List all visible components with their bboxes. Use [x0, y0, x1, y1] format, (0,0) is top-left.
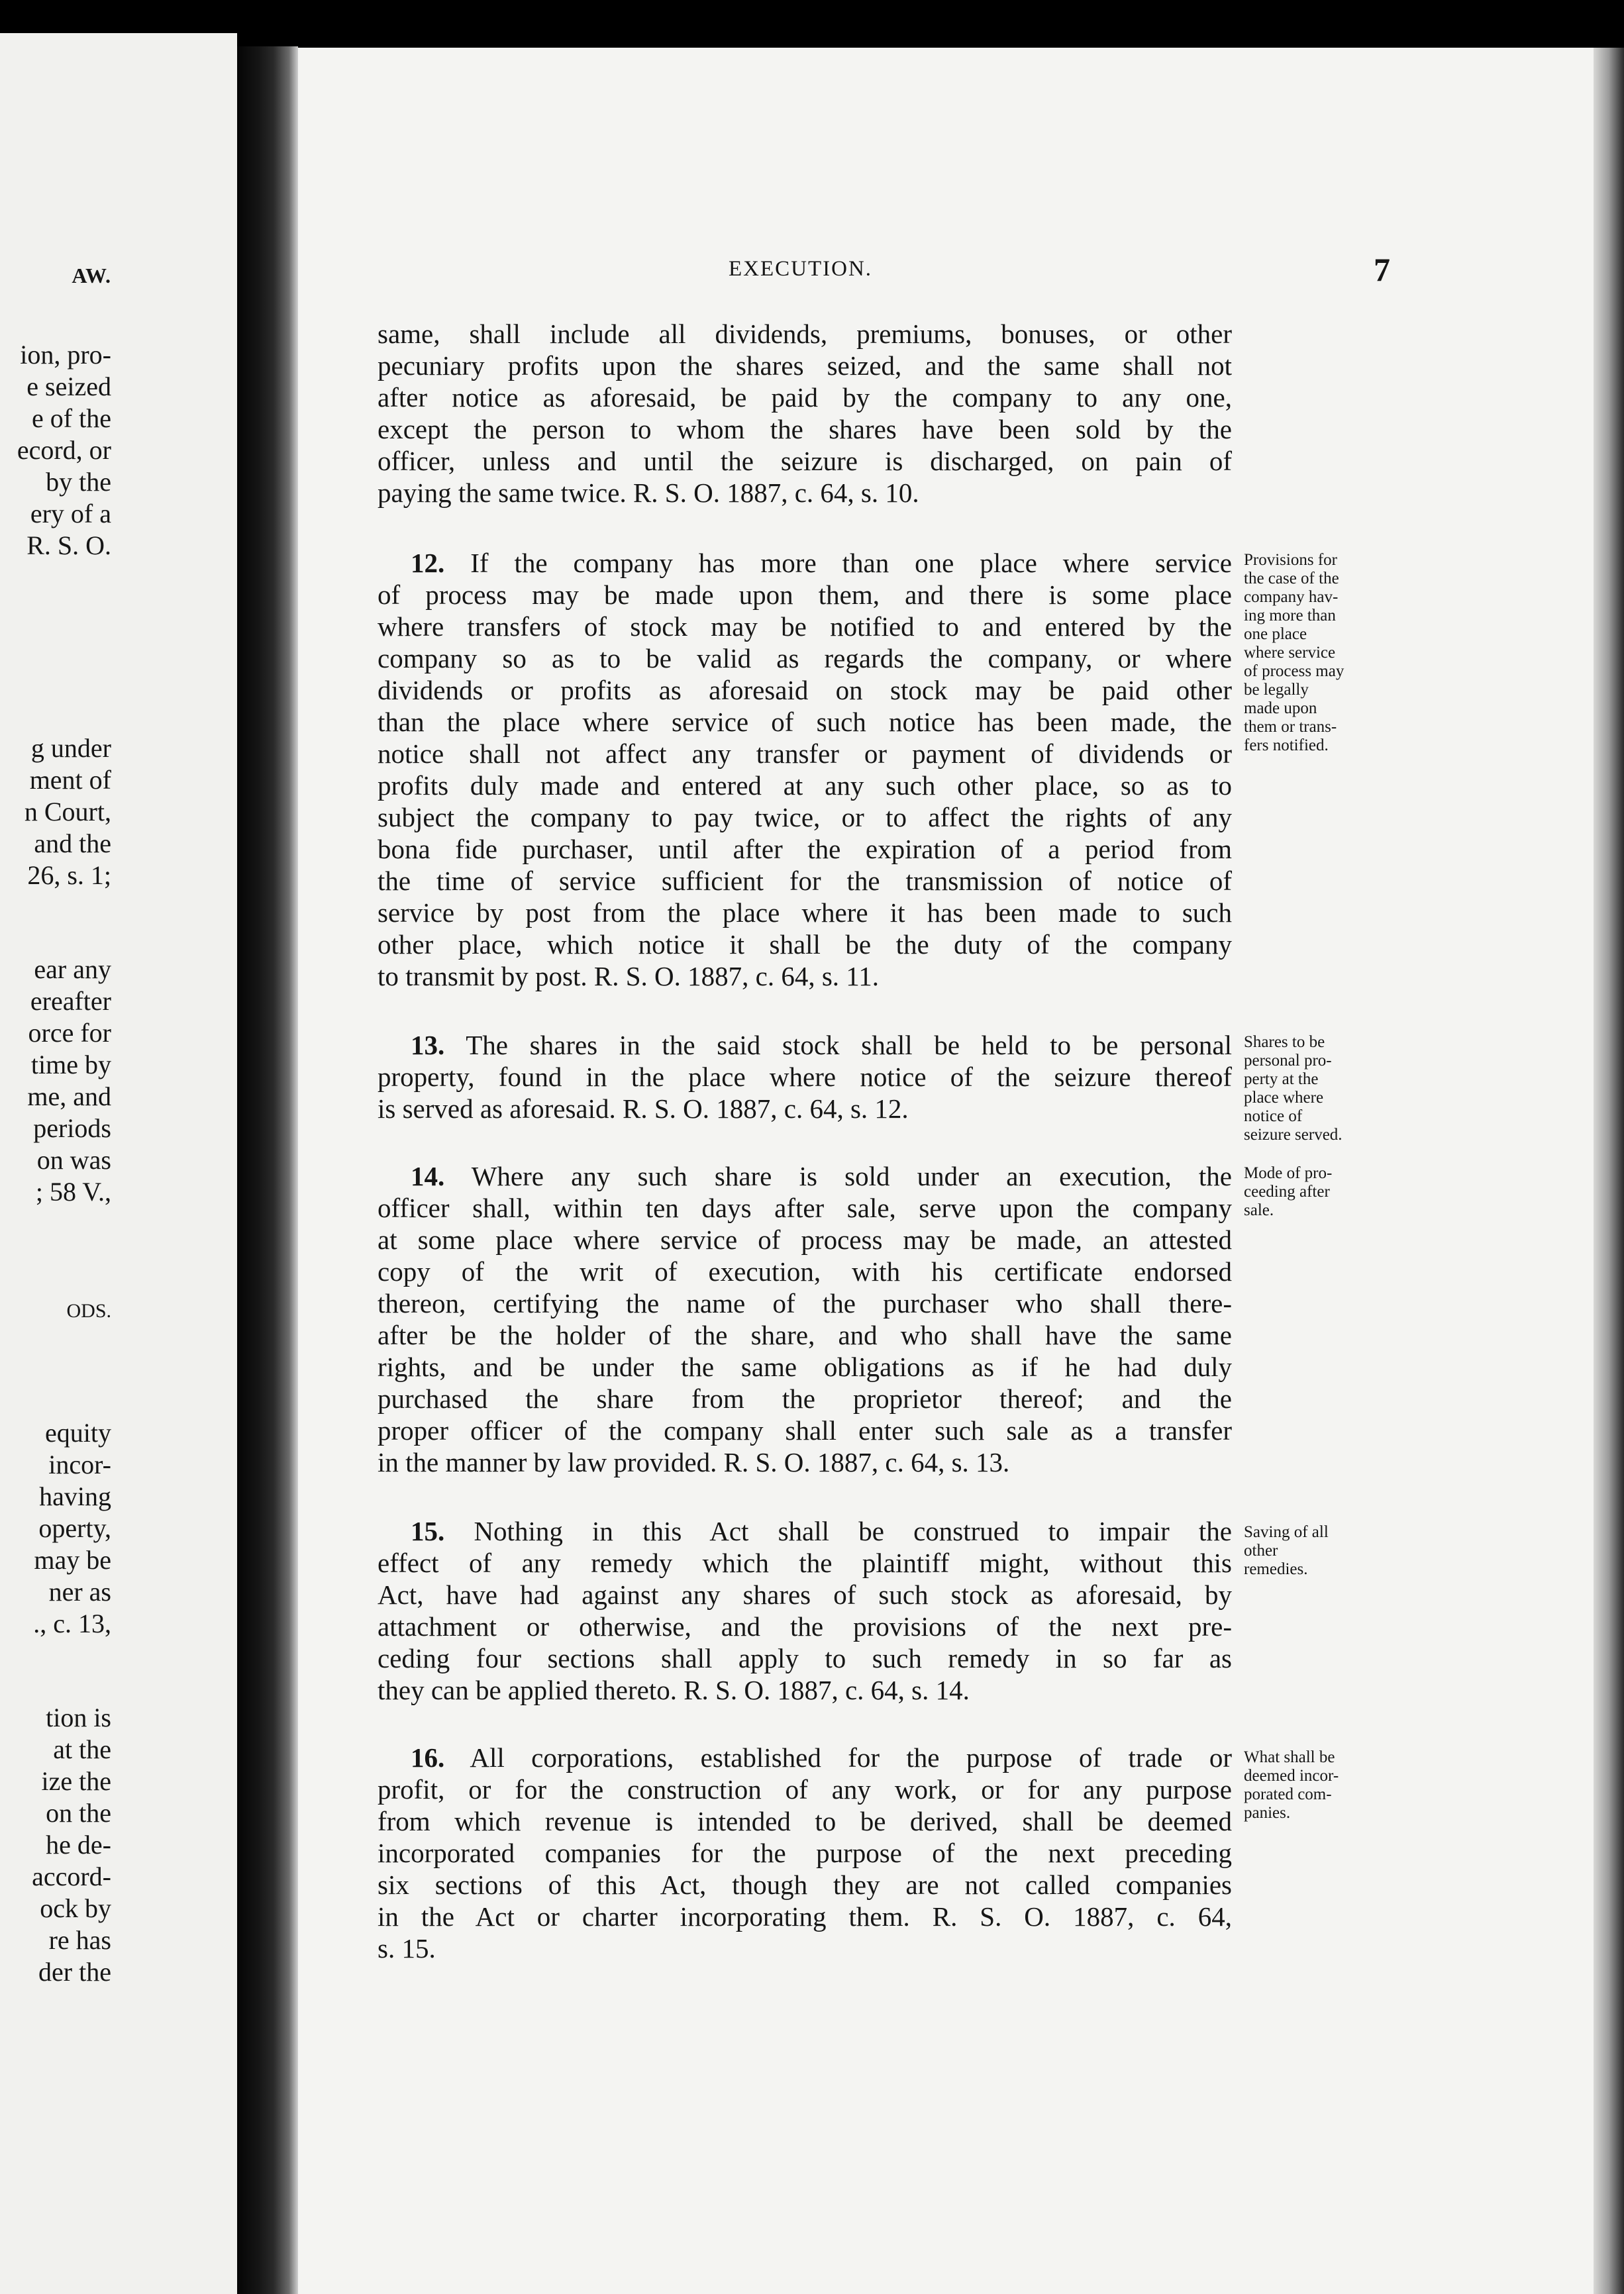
text-line [378, 1029, 1232, 1061]
left-line: equity [45, 1418, 111, 1448]
left-line: ., c. 13, [33, 1609, 111, 1638]
text-line: they can be applied thereto. R. S. O. 1887, c. 64, s. 14. [378, 1675, 970, 1705]
left-line: ; 58 V., [35, 1177, 111, 1207]
left-line: e of the [32, 403, 111, 433]
note-line: of process may [1244, 662, 1345, 680]
section-15 [378, 1515, 1232, 1706]
text-line: in the Act or charter incorporating them. R. S. O. 1887, c. 64, [378, 1901, 1232, 1932]
text-line: copy of the writ of execution, with his certificate endorsed [378, 1256, 1232, 1287]
left-line: ereafter [30, 986, 111, 1016]
text-line [378, 1742, 1232, 1773]
text-line: notice shall not affect any transfer or payment of dividends or [378, 738, 1232, 769]
left-line: periods [33, 1113, 111, 1143]
text-line: paying the same twice. R. S. O. 1887, c. 64, s. 10. [378, 477, 919, 508]
text-line: pecuniary profits upon the shares seized, and the same shall not [378, 350, 1232, 381]
text-line: effect of any remedy which the plaintiff might, without this [378, 1548, 1232, 1578]
left-line: ner as [48, 1577, 111, 1607]
left-line: g under [30, 733, 111, 763]
left-line: at the [53, 1734, 111, 1764]
text-line: other place, which notice it shall be the duty of the company [378, 929, 1232, 960]
section-number: 12. [411, 548, 445, 578]
note-line: seizure served. [1244, 1126, 1343, 1144]
left-line: by the [46, 467, 111, 497]
text-line: to transmit by post. R. S. O. 1887, c. 64, s. 11. [378, 961, 879, 991]
page-number: 7 [1374, 251, 1390, 288]
left-line: ion, pro- [20, 340, 111, 370]
text-line: of process may be made upon them, and there is some place [378, 579, 1232, 610]
text-line: same, shall include all dividends, premiums, bonuses, or other [378, 319, 1232, 349]
text-line: proper officer of the company shall enter such sale as a transfer [378, 1415, 1232, 1446]
note-line: ceeding after [1244, 1183, 1330, 1201]
left-line: ize the [41, 1766, 111, 1796]
note-line: perty at the [1244, 1070, 1319, 1088]
note-line: place where [1244, 1089, 1324, 1107]
section-14 [378, 1160, 1232, 1478]
section-text: Nothing in this Act shall be construed to impair the [474, 1516, 1233, 1546]
continuation-paragraph [378, 318, 1232, 509]
text-line [378, 547, 1232, 579]
note-line: one place [1244, 625, 1307, 643]
text-line: after be the holder of the share, and who shall have the same [378, 1320, 1232, 1350]
left-running-head: AW. [72, 264, 111, 287]
text-line: six sections of this Act, though they are not called companies [378, 1870, 1232, 1900]
note-line: ing more than [1244, 607, 1336, 624]
text-line: ceding four sections shall apply to such remedy in so far as [378, 1643, 1232, 1673]
note-line: be legally [1244, 681, 1309, 699]
left-line: having [39, 1481, 111, 1511]
left-line: on was [36, 1145, 111, 1175]
section-text: If the company has more than one place where service [470, 548, 1232, 578]
note-line: them or trans- [1244, 718, 1337, 736]
text-line: after notice as aforesaid, be paid by the company to any one, [378, 382, 1232, 413]
text-line [378, 1515, 1232, 1547]
left-line: accord- [32, 1862, 111, 1891]
text-line: purchased the share from the proprietor thereof; and the [378, 1383, 1232, 1414]
left-line: ear any [34, 954, 111, 984]
left-line: e seized [26, 372, 111, 401]
left-line: tion is [46, 1703, 111, 1732]
text-line: from which revenue is intended to be derived, shall be deemed [378, 1806, 1232, 1836]
note-line: personal pro- [1244, 1052, 1332, 1070]
previous-page-fragment [0, 33, 237, 2294]
note-line: Provisions for [1244, 551, 1337, 569]
text-line: officer shall, within ten days after sale, serve upon the company [378, 1193, 1232, 1223]
margin-note-13 [1244, 1033, 1396, 1144]
text-line: bona fide purchaser, until after the expiration of a period from [378, 834, 1232, 864]
note-line: porated com- [1244, 1785, 1332, 1803]
left-line: ment of [29, 765, 111, 795]
left-line: me, and [27, 1081, 111, 1111]
text-line: except the person to whom the shares have been sold by the [378, 414, 1232, 444]
left-line: and the [34, 828, 111, 858]
note-line: other [1244, 1542, 1278, 1560]
margin-note-15 [1244, 1523, 1396, 1579]
note-line: notice of [1244, 1107, 1303, 1125]
text-line: the time of service sufficient for the transmission of notice of [378, 866, 1232, 896]
note-line: Mode of pro- [1244, 1164, 1333, 1182]
left-line: ock by [40, 1893, 111, 1923]
left-line: operty, [38, 1513, 111, 1543]
note-line: company hav- [1244, 588, 1339, 606]
section-13 [378, 1029, 1232, 1124]
text-line [378, 1160, 1232, 1192]
text-line: attachment or otherwise, and the provisions of the next pre- [378, 1611, 1232, 1642]
margin-note-14 [1244, 1164, 1396, 1220]
text-line: s. 15. [378, 1933, 436, 1964]
left-line: may be [34, 1545, 111, 1575]
left-line: der the [38, 1957, 111, 1987]
note-line: made upon [1244, 699, 1317, 717]
section-16 [378, 1742, 1232, 1964]
left-line: ODS. [66, 1300, 111, 1322]
text-line: dividends or profits as aforesaid on stock may be paid other [378, 675, 1232, 705]
left-line: orce for [28, 1018, 111, 1048]
left-line: ery of a [30, 499, 111, 528]
text-line: company so as to be valid as regards the company, or where [378, 643, 1232, 673]
text-line: subject the company to pay twice, or to affect the rights of any [378, 802, 1232, 832]
note-line: sale. [1244, 1201, 1274, 1219]
left-line: n Court, [24, 797, 111, 826]
note-line: Shares to be [1244, 1033, 1325, 1051]
page-edge-shadow [1594, 48, 1624, 2294]
text-line: is served as aforesaid. R. S. O. 1887, c. 64, s. 12. [378, 1093, 909, 1124]
text-line: service by post from the place where it has been made to such [378, 897, 1232, 928]
note-line: fers notified. [1244, 736, 1329, 754]
note-line: where service [1244, 644, 1336, 662]
book-gutter [237, 46, 298, 2294]
margin-note-16 [1244, 1748, 1396, 1822]
note-line: remedies. [1244, 1560, 1308, 1578]
text-line: than the place where service of such notice has been made, the [378, 707, 1232, 737]
left-line: incor- [48, 1450, 111, 1479]
text-line: Act, have had against any shares of such stock as aforesaid, by [378, 1579, 1232, 1610]
text-line: in the manner by law provided. R. S. O. 1887, c. 64, s. 13. [378, 1447, 1010, 1477]
note-line: panies. [1244, 1804, 1291, 1822]
section-12 [378, 547, 1232, 992]
margin-note-12 [1244, 551, 1396, 755]
text-line: profit, or for the construction of any work, or for any purpose [378, 1774, 1232, 1805]
left-line: 26, s. 1; [27, 860, 111, 890]
text-line: incorporated companies for the purpose of the next preceding [378, 1838, 1232, 1868]
running-head: EXECUTION. [729, 257, 873, 281]
left-line: R. S. O. [26, 530, 111, 560]
section-number: 13. [411, 1030, 445, 1060]
section-number: 16. [411, 1742, 445, 1773]
section-text: All corporations, established for the purpose of trade or [470, 1742, 1232, 1773]
left-line: on the [46, 1798, 111, 1828]
left-line: ecord, or [17, 435, 111, 465]
text-line: profits duly made and entered at any such other place, so as to [378, 770, 1232, 801]
left-line: time by [30, 1050, 111, 1079]
section-text: Where any such share is sold under an execution, the [471, 1161, 1232, 1191]
text-line: rights, and be under the same obligations as if he had duly [378, 1352, 1232, 1382]
section-number: 15. [411, 1516, 445, 1546]
text-line: officer, unless and until the seizure is discharged, on pain of [378, 446, 1232, 476]
text-line: at some place where service of process may be made, an attested [378, 1224, 1232, 1255]
note-line: Saving of all [1244, 1523, 1329, 1541]
text-line: where transfers of stock may be notified to and entered by the [378, 611, 1232, 642]
section-number: 14. [411, 1161, 445, 1191]
left-line: he de- [46, 1830, 111, 1860]
note-line: What shall be [1244, 1748, 1335, 1766]
text-line: thereon, certifying the name of the purchaser who shall there- [378, 1288, 1232, 1319]
left-line: re has [48, 1925, 111, 1955]
note-line: deemed incor- [1244, 1767, 1339, 1785]
note-line: the case of the [1244, 570, 1339, 587]
section-text: The shares in the said stock shall be held to be personal [466, 1030, 1232, 1060]
text-line: property, found in the place where notice of the seizure thereof [378, 1062, 1232, 1092]
